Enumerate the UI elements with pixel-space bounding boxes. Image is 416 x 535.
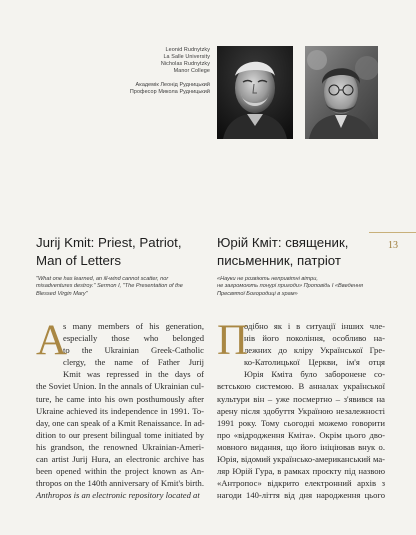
- body-line: культури він – уже посмертно – з'явився на: [217, 393, 385, 404]
- body-line: can artist Jurij Hura, an electronic archive has: [36, 454, 204, 465]
- page-number: 13: [388, 240, 398, 251]
- body-line: арену після здобуття Україною незалежності: [217, 405, 385, 416]
- body-line: the Soviet Union. In the annals of Ukrainian cul-: [36, 381, 204, 392]
- body-line: Юрія Кміта було заборонене со-: [244, 369, 385, 380]
- epigraph-line: misadventures destroy." Sermon I, "The Presentation of the: [36, 283, 183, 290]
- epigraph-line: Blessed Virgin Mary": [36, 290, 88, 297]
- caption-affiliation: Manor College: [173, 68, 210, 74]
- photo-captions: [90, 47, 210, 96]
- body-line: мовного видання, що його ініціював внук о.: [217, 441, 385, 452]
- body-line: Ukraine achieved its independence in 1991. To-: [36, 405, 204, 416]
- caption-cyrillic: Академік Леонід Рудницький: [135, 82, 210, 88]
- body-line: ляр Юрій Гура, в рамках проєкту під назвою: [217, 466, 385, 477]
- page-number-rule: [369, 232, 416, 233]
- body-line: day, one can speak of a Kmit Renaissance. In ad-: [36, 417, 205, 428]
- body-line: especially those who belonged: [63, 333, 204, 344]
- caption-name: Leonid Rudnytzky: [165, 47, 210, 53]
- drop-cap: A: [36, 317, 68, 364]
- body-line: лежних до кліру Української Гре-: [244, 345, 385, 356]
- article-body-english: [36, 317, 205, 501]
- portrait-image: [217, 46, 293, 139]
- drop-cap: П: [217, 317, 249, 364]
- body-line: одібно як і в ситуації інших чле-: [244, 321, 385, 331]
- epigraph-ukrainian: [217, 276, 377, 298]
- epigraph-line: «Науки не розвіють непривітні вітри,: [217, 276, 318, 282]
- body-line: «Антропос» відкрито електронний архів з: [217, 478, 385, 489]
- title-line: Юрій Кміт: священик,: [217, 235, 349, 250]
- epigraph-line: "What one has learned, an ill-wind cannot scatter, nor: [36, 276, 169, 282]
- title-line: Man of Letters: [36, 253, 121, 268]
- caption-cyrillic: Професор Микола Рудницький: [129, 89, 210, 95]
- body-line: thropos on the 140th anniversary of Kmit's birth.: [36, 478, 204, 489]
- body-line: Anthropos is an electronic repository located at: [36, 490, 200, 501]
- body-line: про «відродження Кміта». Окрім цього дво-: [217, 429, 385, 440]
- epigraph-line: не загромоють понурі пригоди» Проповідь І «Введення: [217, 283, 363, 290]
- article-body-ukrainian: [217, 317, 385, 501]
- caption-name: Nicholas Rudnytzky: [160, 61, 210, 67]
- body-line: dition to our present bilingual tome initiated by: [36, 429, 204, 440]
- body-line: вєтською системою. В анналах української: [217, 381, 385, 392]
- body-line: his grandson, the renowned Ukrainian-Ameri-: [36, 441, 204, 452]
- article-title-ukrainian: [217, 234, 387, 270]
- body-line: been opened within the project known as An-: [36, 466, 204, 477]
- title-line: Jurij Kmit: Priest, Patriot,: [36, 235, 182, 250]
- portrait-photo-leonid: [217, 46, 293, 139]
- article-title-english: [36, 234, 206, 270]
- body-line: s many members of his generation,: [63, 321, 204, 331]
- epigraph-english: [36, 276, 196, 298]
- portrait-image: [305, 46, 378, 139]
- body-line: нагоди 140-ліття від дня народження цього: [217, 490, 385, 501]
- body-line: нів його покоління, особливо на-: [244, 333, 385, 344]
- body-line: to the Ukrainian Greek-Catholic: [63, 345, 204, 356]
- body-line: ture, he came into his own posthumously after: [36, 393, 204, 404]
- body-line: clergy, the name of Father Jurij: [63, 357, 204, 368]
- portrait-photo-nicholas: [305, 46, 378, 139]
- body-line: Kmit was repressed in the days of: [63, 369, 204, 380]
- caption-affiliation: La Salle University: [163, 54, 210, 60]
- body-line: Юрія, відомий українсько-американський ма-: [217, 454, 385, 465]
- epigraph-line: Пресвятої Богородиці в храм»: [217, 290, 298, 297]
- title-line: письменник, патріот: [217, 253, 341, 268]
- body-line: 1991 року. Тому сьогодні можемо говорити: [217, 417, 385, 428]
- body-line: ко-Католицької Церкви, ім'я отця: [244, 357, 385, 368]
